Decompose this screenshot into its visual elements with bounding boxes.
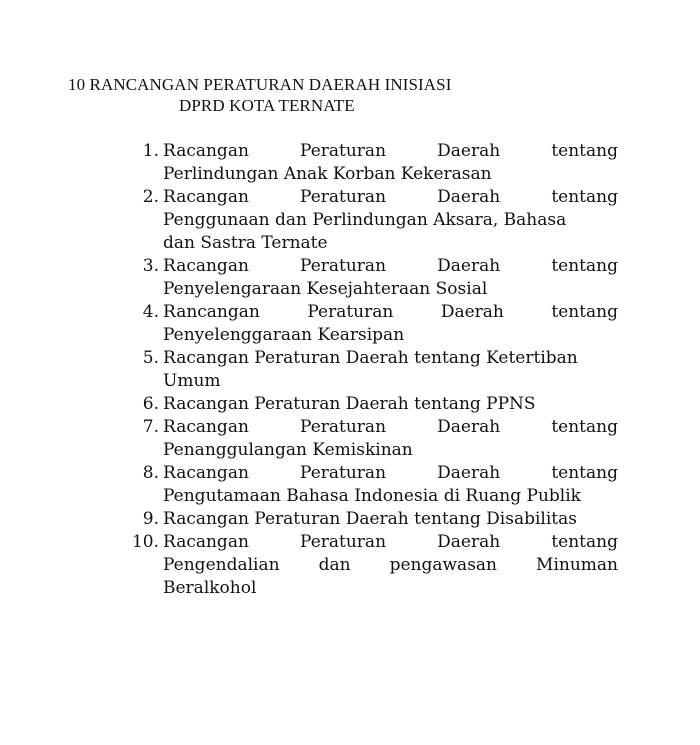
word: tentang [551, 256, 618, 276]
list-item [124, 508, 618, 531]
word: Peraturan [300, 417, 387, 437]
text-line: Penggunaan dan Perlindungan Aksara, Bahasa [163, 210, 567, 230]
word: Peraturan [307, 302, 394, 322]
word: dan [318, 555, 351, 575]
text-line: Racangan Peraturan Daerah tentang Disabilitas [163, 509, 577, 529]
list-item-number: 7. [142, 417, 159, 437]
list-item-number: 4. [142, 302, 159, 322]
list-item-text [163, 255, 618, 301]
list-item [124, 255, 618, 301]
list-item-number: 3. [142, 256, 159, 276]
word: Minuman [536, 555, 618, 575]
list-item-text [163, 186, 618, 255]
word: tentang [551, 302, 618, 322]
list-item-text [163, 531, 618, 600]
text-line: Penanggulangan Kemiskinan [163, 440, 413, 460]
title-line-1: 10 RANCANGAN PERATURAN DAERAH INISIASI [68, 75, 452, 94]
justified-line [163, 416, 618, 439]
text-line: Pengutamaan Bahasa Indonesia di Ruang Publik [163, 486, 581, 506]
word: Racangan [163, 256, 249, 276]
list-item [124, 462, 618, 508]
word: Peraturan [300, 532, 387, 552]
word: Racangan [163, 141, 249, 161]
word: Peraturan [300, 463, 387, 483]
list-item [124, 301, 618, 347]
text-line: dan Sastra Ternate [163, 233, 328, 253]
list-item-text [163, 508, 618, 531]
regulation-list [124, 140, 618, 600]
word: Racangan [163, 187, 249, 207]
list-item-text [163, 301, 618, 347]
list-item [124, 186, 618, 255]
word: Rancangan [163, 302, 260, 322]
word: Peraturan [300, 141, 387, 161]
text-line: Umum [163, 371, 221, 391]
word: tentang [551, 463, 618, 483]
list-item-number: 1. [142, 141, 159, 161]
text-line: Perlindungan Anak Korban Kekerasan [163, 164, 492, 184]
justified-line [163, 140, 618, 163]
justified-line [163, 531, 618, 554]
list-item-text [163, 462, 618, 508]
justified-line [163, 186, 618, 209]
word: tentang [551, 141, 618, 161]
word: Pengendalian [163, 555, 280, 575]
justified-line [163, 554, 618, 577]
word: Daerah [440, 302, 504, 322]
word: Daerah [437, 256, 501, 276]
word: Racangan [163, 417, 249, 437]
text-line: Racangan Peraturan Daerah tentang Ketertiban [163, 348, 578, 368]
document-title [68, 74, 538, 116]
word: Daerah [437, 463, 501, 483]
word: Daerah [437, 532, 501, 552]
justified-line [163, 255, 618, 278]
text-line: Penyelengaraan Kesejahteraan Sosial [163, 279, 488, 299]
word: Daerah [437, 417, 501, 437]
list-item [124, 531, 618, 600]
text-line: Beralkohol [163, 578, 257, 598]
list-item [124, 416, 618, 462]
list-item [124, 393, 618, 416]
list-item-text [163, 416, 618, 462]
list-item-number: 8. [142, 463, 159, 483]
list-item-number: 10. [131, 532, 159, 552]
word: tentang [551, 417, 618, 437]
list-item-text [163, 393, 618, 416]
word: Daerah [437, 187, 501, 207]
list-item-text [163, 140, 618, 186]
justified-line [163, 301, 618, 324]
text-line: Penyelenggaraan Kearsipan [163, 325, 405, 345]
list-item-number: 5. [142, 348, 159, 368]
list-item [124, 347, 618, 393]
title-line-2: DPRD KOTA TERNATE [179, 96, 355, 115]
word: tentang [551, 187, 618, 207]
word: Racangan [163, 532, 249, 552]
list-item-number: 2. [142, 187, 159, 207]
word: Racangan [163, 463, 249, 483]
list-item [124, 140, 618, 186]
word: tentang [551, 532, 618, 552]
word: Peraturan [300, 187, 387, 207]
word: Daerah [437, 141, 501, 161]
text-line: Racangan Peraturan Daerah tentang PPNS [163, 394, 536, 414]
list-item-text [163, 347, 618, 393]
justified-line [163, 462, 618, 485]
word: pengawasan [389, 555, 497, 575]
list-item-number: 6. [142, 394, 159, 414]
word: Peraturan [300, 256, 387, 276]
list-item-number: 9. [142, 509, 159, 529]
